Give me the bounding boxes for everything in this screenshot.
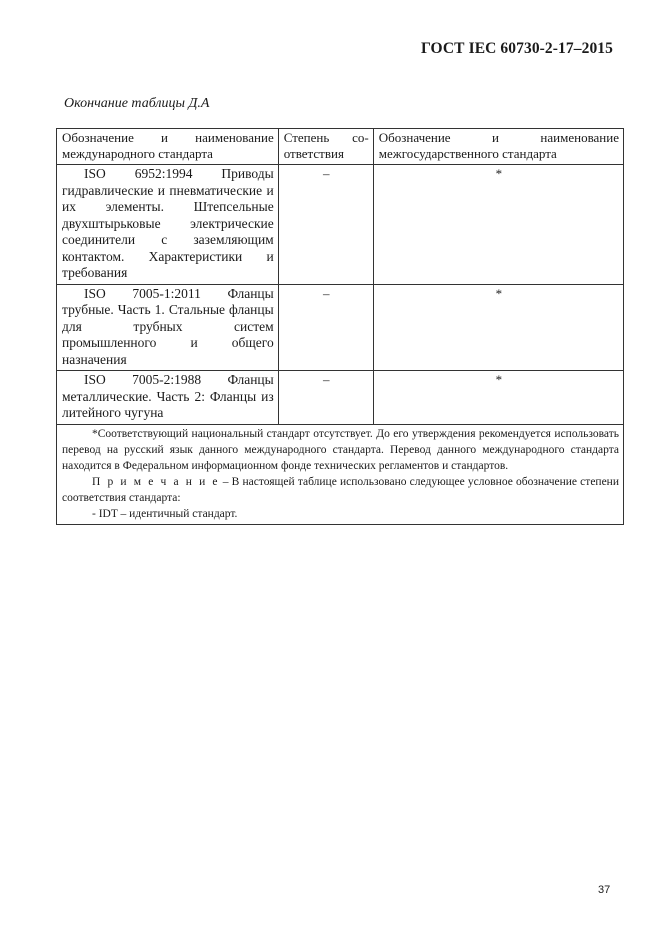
international-standard-text: ISO 6952:1994 Приводы гидравлические и пневматические и их элементы. Штепсельные двухштырьковые электрические соединители с заземляющим контактом. Характеристики и требования — [62, 166, 274, 280]
note-label: П р и м е ч а н и е — [92, 475, 220, 488]
table-footnote-cell — [57, 424, 624, 524]
note-text: – В настоящей таблице использовано следующее условное обозначение степени соответствия стандарта: — [62, 475, 619, 504]
international-standard-text: ISO 7005-1:2011 Фланцы трубные. Часть 1. Стальные фланцы для трубных систем промышленного и общего назначения — [62, 285, 274, 367]
table-header-row — [57, 129, 624, 165]
table-note — [62, 474, 619, 506]
international-standard-text: ISO 7005-2:1988 Фланцы металлические. Часть 2: Фланцы из литейного чугуна — [62, 372, 274, 420]
document-code: ГОСТ IEC 60730-2-17–2015 — [420, 40, 613, 57]
table-row — [57, 371, 624, 425]
degree-cell: – — [278, 371, 373, 425]
table-caption: Окончание таблицы Д.А — [64, 96, 210, 111]
international-standard-cell — [57, 165, 279, 285]
legend-item-idt: - IDT – идентичный стандарт. — [92, 507, 238, 520]
page-number: 37 — [598, 884, 611, 896]
header-degree-of-conformity: Степень со-ответствия — [278, 129, 373, 165]
header-international-standard: Обозначение и наименование международного стандарта — [57, 129, 279, 165]
international-standard-cell — [57, 371, 279, 425]
standards-table — [56, 128, 624, 525]
degree-cell: – — [278, 165, 373, 285]
international-standard-cell — [57, 284, 279, 371]
table-row — [57, 165, 624, 285]
interstate-standard-cell: * — [373, 284, 623, 371]
interstate-standard-cell: * — [373, 371, 623, 425]
table-footnote-row — [57, 424, 624, 524]
asterisk-footnote: *Соответствующий национальный стандарт отсутствует. До его утверждения рекомендуется использовать перевод на русский язык данного международного стандарта. Перевод данного международного стандарта находится в Федеральном информационном фонде технических регламентов и стандартов. — [62, 427, 619, 472]
table-row — [57, 284, 624, 371]
degree-cell: – — [278, 284, 373, 371]
header-interstate-standard: Обозначение и наименование межгосударственного стандарта — [373, 129, 623, 165]
interstate-standard-cell: * — [373, 165, 623, 285]
